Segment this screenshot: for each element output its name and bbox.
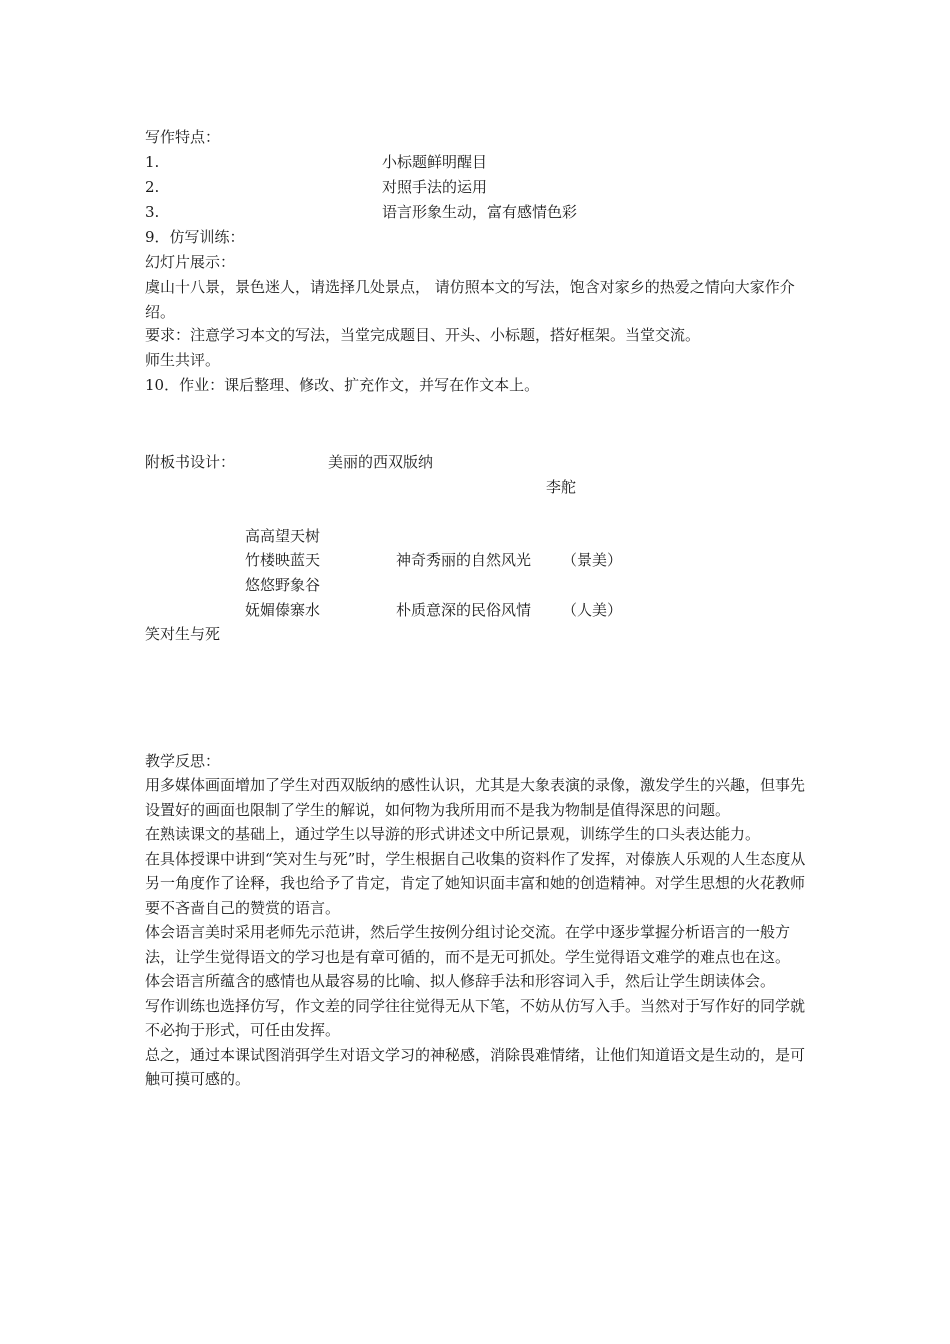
review-text: 师生共评。 <box>145 351 221 369</box>
board-theme-note: （景美） <box>562 551 623 569</box>
reflection-paragraph: 总之，通过本课试图消弭学生对语文学习的神秘感，消除畏难情绪，让他们知道语文是生动的，是可触可摸可感的。 <box>145 1045 806 1088</box>
item-text: 语言形象生动，富有感情色彩 <box>382 203 578 221</box>
item-number: 3. <box>145 203 160 221</box>
board-theme: 朴质意深的民俗风情 <box>396 601 532 619</box>
reflection-paragraph: 用多媒体画面增加了学生对西双版纳的感性认识，尤其是大象表演的录像，激发学生的兴趣，但事先设置好的画面也限制了学生的解说，如何物为我所用而不是我为物制是值得深思的问题。 <box>145 776 806 819</box>
reflection-paragraph: 写作训练也选择仿写，作文差的同学往往觉得无从下笔，不妨从仿写入手。当然对于写作好的同学就不必拘于形式，可任由发挥。 <box>145 996 806 1039</box>
reflection-paragraph: 体会语言所蕴含的感情也从最容易的比喻、拟人修辞手法和形容词入手，然后让学生朗读体会。 <box>145 972 776 990</box>
item-text: 对照手法的运用 <box>382 178 488 196</box>
item-text: 小标题鲜明醒目 <box>382 153 488 171</box>
board-title: 美丽的西双版纳 <box>328 453 434 471</box>
next-lesson-title: 笑对生与死 <box>145 625 221 643</box>
writing-feature-item <box>145 175 488 200</box>
board-heading: 竹楼映蓝天 <box>245 551 321 569</box>
imitation-training-item: 9．仿写训练： <box>145 228 245 246</box>
reflection-paragraph: 体会语言美时采用老师先示范讲，然后学生按例分组讨论交流。在学中逐步掌握分析语言的一般方法，让学生觉得语文的学习也是有章可循的，而不是无可抓处。学生觉得语文难学的难点也在这。 <box>145 923 791 966</box>
board-heading: 高高望天树 <box>245 527 321 545</box>
requirement-text: 要求：注意学习本文的写法，当堂完成题目、开头、小标题，搭好框架。当堂交流。 <box>145 326 701 344</box>
board-author: 李舵 <box>546 478 577 496</box>
reflection-heading: 教学反思： <box>145 752 221 770</box>
writing-feature-item <box>145 200 578 225</box>
homework-item: 10．作业：课后整理、修改、扩充作文，并写在作文本上。 <box>145 376 540 394</box>
slides-label: 幻灯片展示： <box>145 253 236 271</box>
reflection-paragraph: 在具体授课中讲到“笑对生与死”时，学生根据自己收集的资料作了发挥，对傣族人乐观的人生态度从另一角度作了诠释，我也给予了肯定，肯定了她知识面丰富和她的创造精神。对学生思想的火花教师要不吝啬自己的赞赏的语言。 <box>145 849 806 917</box>
board-heading: 妩媚傣寨水 <box>245 601 321 619</box>
board-theme: 神奇秀丽的自然风光 <box>396 551 532 569</box>
item-number: 2. <box>145 178 160 196</box>
item-number: 1. <box>145 153 160 171</box>
slides-paragraph: 虞山十八景，景色迷人，请选择几处景点， 请仿照本文的写法，饱含对家乡的热爱之情向大家作介绍。 <box>145 278 795 321</box>
slides-text <box>145 275 815 324</box>
reflection-paragraph: 在熟读课文的基础上，通过学生以导游的形式讲述文中所记景观，训练学生的口头表达能力。 <box>145 825 761 843</box>
writing-features-heading: 写作特点： <box>145 128 221 146</box>
reflection-body <box>145 773 815 1092</box>
board-heading: 悠悠野象谷 <box>245 576 321 594</box>
writing-feature-item <box>145 150 488 175</box>
board-theme-note: （人美） <box>562 601 623 619</box>
board-design-label: 附板书设计： <box>145 453 236 471</box>
